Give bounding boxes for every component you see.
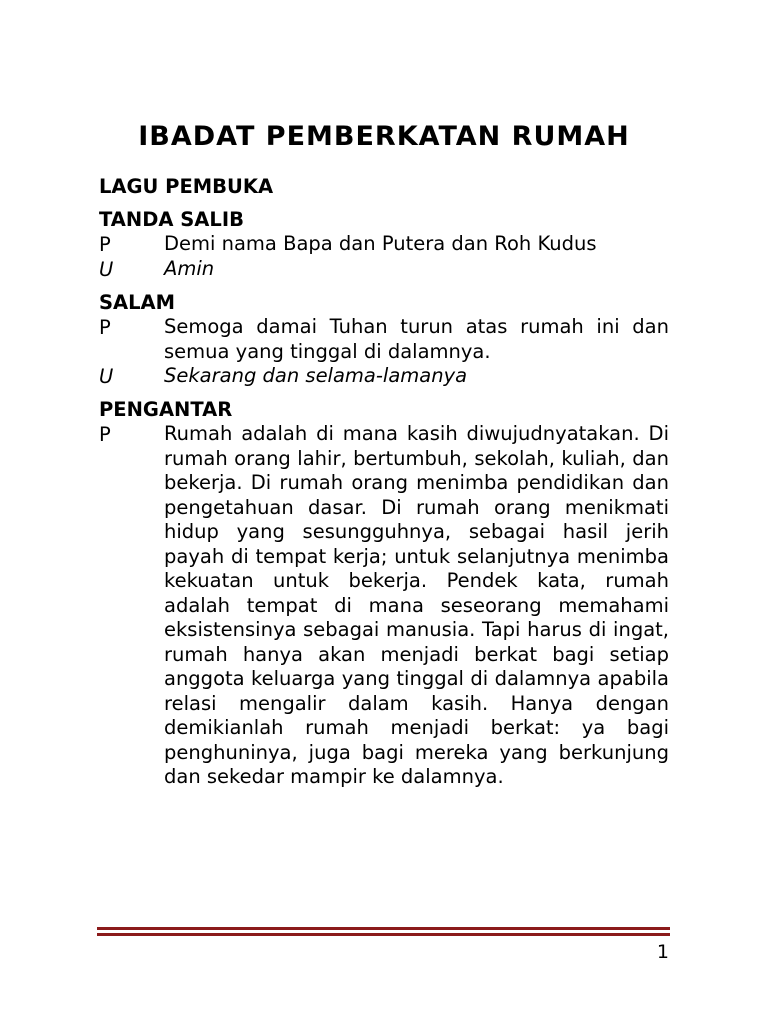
dialogue-line bbox=[99, 257, 669, 282]
section-heading: LAGU PEMBUKA bbox=[99, 175, 274, 198]
speaker-label: P bbox=[99, 423, 111, 446]
speaker-label: P bbox=[99, 233, 111, 256]
page-number: 1 bbox=[656, 941, 669, 963]
line-text: Demi nama Bapa dan Putera dan Roh Kudus bbox=[164, 232, 597, 255]
speaker-label: U bbox=[99, 258, 114, 281]
line-text: Rumah adalah di mana kasih diwujudnyatakan. Di rumah orang lahir, bertumbuh, sekolah, kuliah, dan bekerja. Di rumah orang menimba pendidikan dan pengetahuan dasar. Di rumah orang menikmati hidup yang sesungguhnya, sebagai hasil jerih payah di tempat kerja; untuk selanjutnya menimba kekuatan untuk bekerja. Pendek kata, rumah adalah tempat di mana seseorang memahami eksistensinya sebagai manusia. Tapi harus di ingat, rumah hanya akan menjadi berkat bagi setiap anggota keluarga yang tinggal di dalamnya apabila relasi mengalir dalam kasih. Hanya dengan demikianlah rumah menjadi berkat: ya bagi penghuninya, juga bagi mereka yang berkunjung dan sekedar mampir ke dalamnya. bbox=[164, 422, 669, 788]
section-salam bbox=[99, 290, 669, 389]
speaker-label: P bbox=[99, 316, 111, 339]
line-text: Amin bbox=[164, 257, 215, 280]
speaker-label: U bbox=[99, 365, 114, 388]
dialogue-line bbox=[99, 232, 669, 257]
section-heading: SALAM bbox=[99, 291, 176, 314]
line-text: Sekarang dan selama-lamanya bbox=[164, 364, 468, 387]
section-tanda-salib bbox=[99, 207, 669, 282]
document-body bbox=[99, 174, 669, 798]
dialogue-line bbox=[99, 315, 669, 364]
section-heading: TANDA SALIB bbox=[99, 208, 244, 231]
section-lagu-pembuka bbox=[99, 174, 669, 199]
section-heading: PENGANTAR bbox=[99, 398, 233, 421]
footer-rule bbox=[97, 927, 670, 930]
section-pengantar bbox=[99, 397, 669, 790]
footer-rule bbox=[97, 933, 670, 936]
dialogue-line bbox=[99, 422, 669, 790]
line-text: Semoga damai Tuhan turun atas rumah ini dan semua yang tinggal di dalamnya. bbox=[164, 315, 669, 363]
document-title: IBADAT PEMBERKATAN RUMAH bbox=[138, 121, 630, 152]
dialogue-line bbox=[99, 364, 669, 389]
